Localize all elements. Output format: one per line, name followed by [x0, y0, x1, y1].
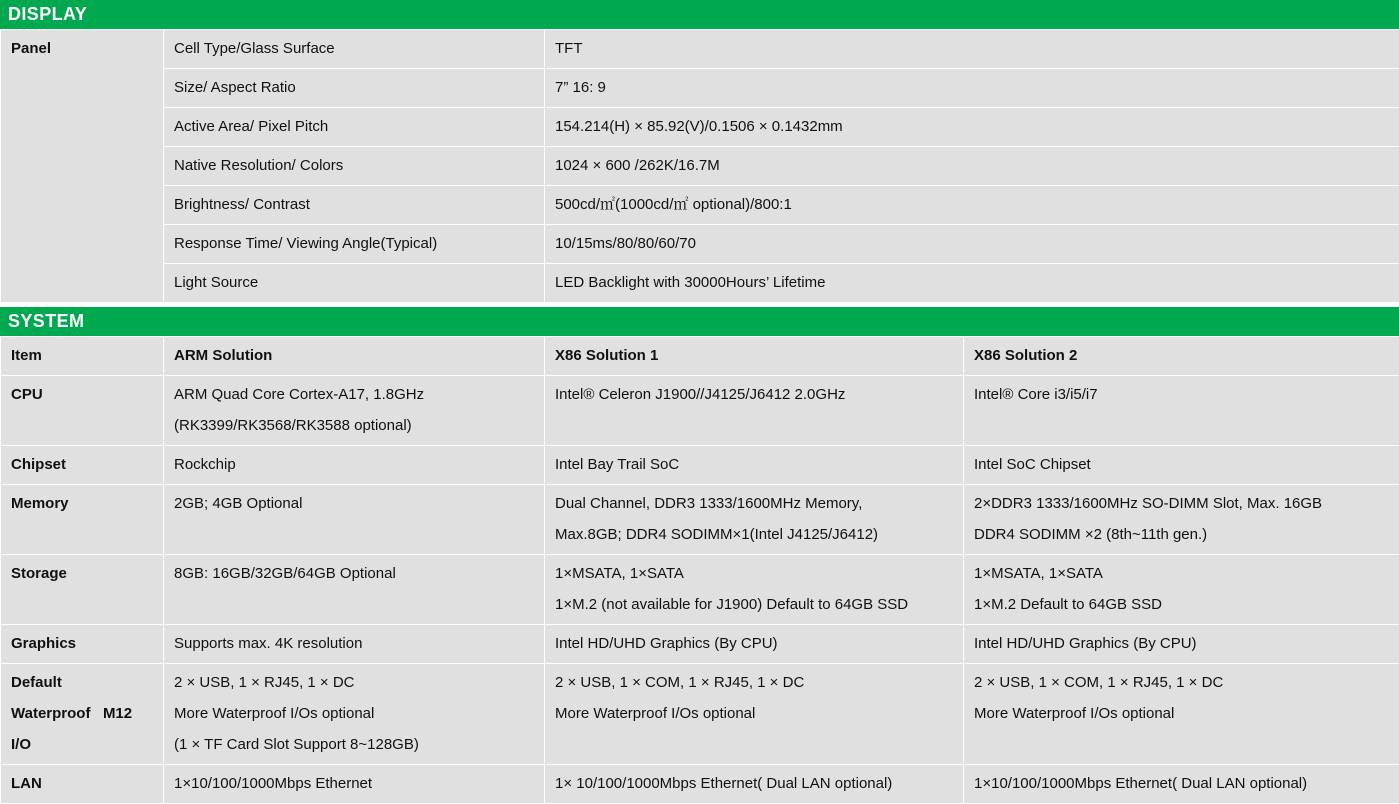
display-row-value: 500cd/㎡(1000cd/㎡ optional)/800:1	[545, 186, 1399, 225]
system-row-arm: 2 × USB, 1 × RJ45, 1 × DC More Waterproof I/Os optional (1 × TF Card Slot Support 8~128GB)	[164, 664, 545, 765]
system-header-x86-1: X86 Solution 1	[545, 337, 964, 376]
system-row-arm: ARM Quad Core Cortex-A17, 1.8GHz (RK3399/RK3568/RK3588 optional)	[164, 376, 545, 446]
system-row-x86-2: 1×10/100/1000Mbps Ethernet( Dual LAN optional)	[964, 765, 1399, 804]
system-row-label: Chipset	[1, 446, 164, 485]
system-table-body	[1, 337, 1399, 804]
system-row-x86-1: 1× 10/100/1000Mbps Ethernet( Dual LAN optional)	[545, 765, 964, 804]
table-row	[1, 376, 1399, 446]
system-header-item: Item	[1, 337, 164, 376]
table-row	[1, 765, 1399, 804]
system-row-x86-2: Intel SoC Chipset	[964, 446, 1399, 485]
system-row-x86-2: Intel® Core i3/i5/i7	[964, 376, 1399, 446]
system-row-label: Storage	[1, 555, 164, 625]
display-row-name: Native Resolution/ Colors	[164, 147, 545, 186]
table-header-row	[1, 337, 1399, 376]
section-header-system: SYSTEM	[0, 307, 1399, 336]
system-spec-table	[0, 336, 1399, 804]
system-row-x86-2: 2 × USB, 1 × COM, 1 × RJ45, 1 × DC More Waterproof I/Os optional	[964, 664, 1399, 765]
system-row-x86-1: 1×MSATA, 1×SATA 1×M.2 (not available for J1900) Default to 64GB SSD	[545, 555, 964, 625]
table-row	[1, 264, 1399, 303]
display-row-name: Response Time/ Viewing Angle(Typical)	[164, 225, 545, 264]
system-row-x86-2: 1×MSATA, 1×SATA 1×M.2 Default to 64GB SSD	[964, 555, 1399, 625]
system-row-arm: 1×10/100/1000Mbps Ethernet	[164, 765, 545, 804]
display-row-name: Brightness/ Contrast	[164, 186, 545, 225]
section-header-display: DISPLAY	[0, 0, 1399, 29]
display-row-value: 1024 × 600 /262K/16.7M	[545, 147, 1399, 186]
table-row	[1, 69, 1399, 108]
display-row-name: Light Source	[164, 264, 545, 303]
table-row	[1, 485, 1399, 555]
system-row-label: Graphics	[1, 625, 164, 664]
system-row-label: Default Waterproof M12 I/O	[1, 664, 164, 765]
system-row-x86-2: 2×DDR3 1333/1600MHz SO-DIMM Slot, Max. 16GB DDR4 SODIMM ×2 (8th~11th gen.)	[964, 485, 1399, 555]
system-row-x86-2: Intel HD/UHD Graphics (By CPU)	[964, 625, 1399, 664]
table-row	[1, 555, 1399, 625]
display-spec-table	[0, 29, 1399, 303]
system-header-arm: ARM Solution	[164, 337, 545, 376]
system-row-arm: Supports max. 4K resolution	[164, 625, 545, 664]
display-row-value: 7” 16: 9	[545, 69, 1399, 108]
display-row-value: 154.214(H) × 85.92(V)/0.1506 × 0.1432mm	[545, 108, 1399, 147]
system-header-x86-2: X86 Solution 2	[964, 337, 1399, 376]
system-row-label: Memory	[1, 485, 164, 555]
table-row	[1, 186, 1399, 225]
system-row-x86-1: Intel® Celeron J1900//J4125/J6412 2.0GHz	[545, 376, 964, 446]
system-row-label: LAN	[1, 765, 164, 804]
system-row-arm: Rockchip	[164, 446, 545, 485]
system-row-x86-1: Intel Bay Trail SoC	[545, 446, 964, 485]
table-row	[1, 30, 1399, 69]
table-row	[1, 625, 1399, 664]
display-row-value: TFT	[545, 30, 1399, 69]
system-row-arm: 8GB: 16GB/32GB/64GB Optional	[164, 555, 545, 625]
table-row	[1, 108, 1399, 147]
table-row	[1, 664, 1399, 765]
system-row-arm: 2GB; 4GB Optional	[164, 485, 545, 555]
display-row-name: Cell Type/Glass Surface	[164, 30, 545, 69]
display-row-name: Active Area/ Pixel Pitch	[164, 108, 545, 147]
table-row	[1, 147, 1399, 186]
system-row-x86-1: Dual Channel, DDR3 1333/1600MHz Memory, Max.8GB; DDR4 SODIMM×1(Intel J4125/J6412)	[545, 485, 964, 555]
table-row	[1, 446, 1399, 485]
display-row-name: Size/ Aspect Ratio	[164, 69, 545, 108]
system-row-x86-1: Intel HD/UHD Graphics (By CPU)	[545, 625, 964, 664]
display-panel-label: Panel	[1, 30, 164, 303]
system-row-label: CPU	[1, 376, 164, 446]
system-row-x86-1: 2 × USB, 1 × COM, 1 × RJ45, 1 × DC More Waterproof I/Os optional	[545, 664, 964, 765]
display-row-value: LED Backlight with 30000Hours’ Lifetime	[545, 264, 1399, 303]
table-row	[1, 225, 1399, 264]
display-table-body	[1, 30, 1399, 303]
display-row-value: 10/15ms/80/80/60/70	[545, 225, 1399, 264]
